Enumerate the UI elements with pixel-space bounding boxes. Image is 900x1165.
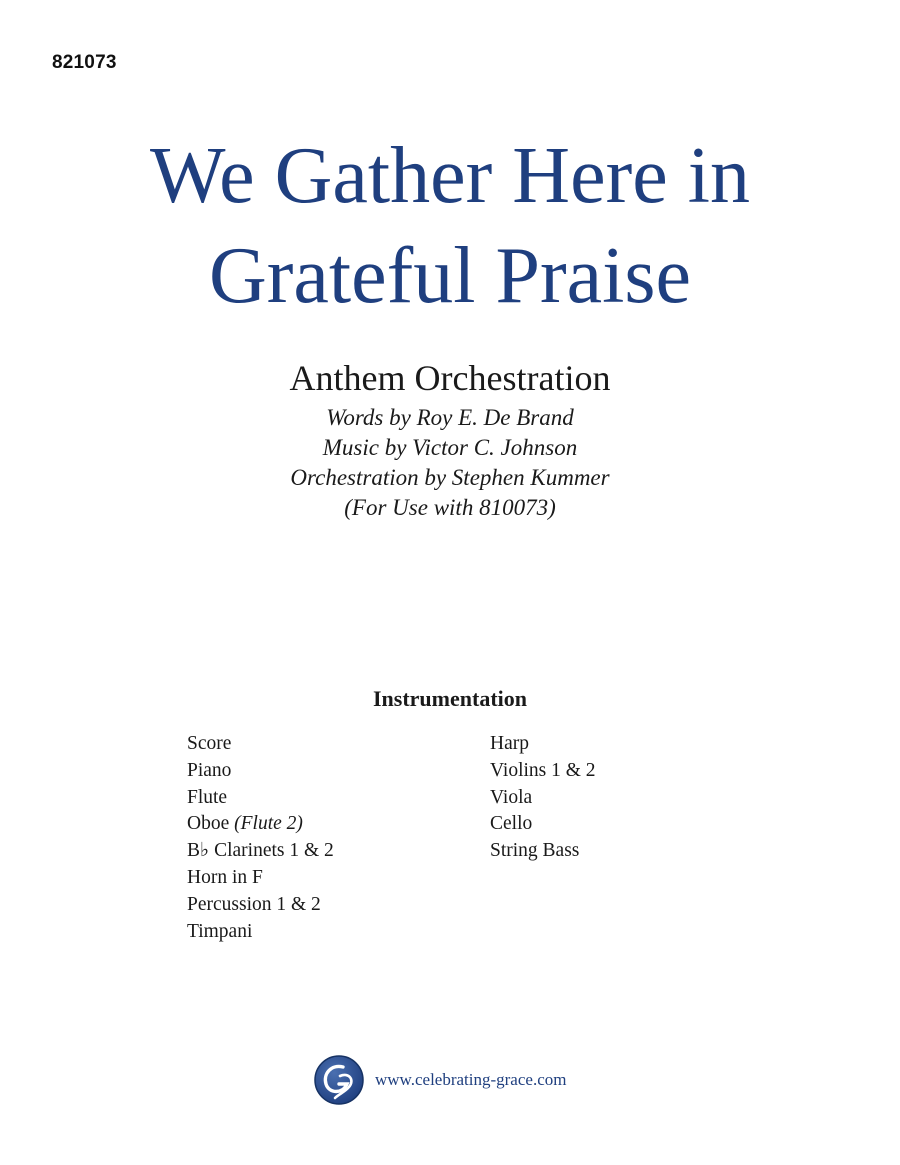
page-title [0,126,900,326]
use-with-note: (For Use with 810073) [344,495,556,520]
website-link[interactable]: www.celebrating-grace.com [375,1070,567,1089]
music-credit: Music by Victor C. Johnson [322,435,578,460]
instrument-item: Viola [490,786,533,808]
oboe-label: Oboe [187,813,230,835]
celebrating-grace-logo-icon [313,1054,365,1106]
title-line-1: We Gather Here in [150,132,750,220]
instrument-item: Flute [187,786,228,808]
instrument-item: Timpani [187,920,253,942]
instrument-list-left [187,731,334,945]
instrument-item: Score [187,733,232,754]
instrument-item: Cello [490,813,533,835]
instrument-item: Harp [490,733,529,754]
instrument-item: Violins 1 & 2 [490,759,596,781]
instrument-item: Piano [187,759,232,781]
footer [313,1051,566,1109]
instrument-item: Horn in F [187,866,263,888]
instrument-list-right [490,731,596,865]
credits [0,403,900,523]
catalog-number: 821073 [52,52,117,73]
oboe-note: (Flute 2) [234,813,303,835]
instrument-item: String Bass [490,840,580,862]
instrument-item-oboe [187,811,334,838]
words-credit: Words by Roy E. De Brand [326,405,574,430]
instrument-item: Percussion 1 & 2 [187,893,321,915]
subtitle: Anthem Orchestration [289,358,611,398]
orchestration-credit: Orchestration by Stephen Kummer [290,465,610,490]
instrument-item: B♭ Clarinets 1 & 2 [187,840,334,862]
instrumentation-heading: Instrumentation [372,686,527,711]
title-line-2: Grateful Praise [208,232,692,320]
